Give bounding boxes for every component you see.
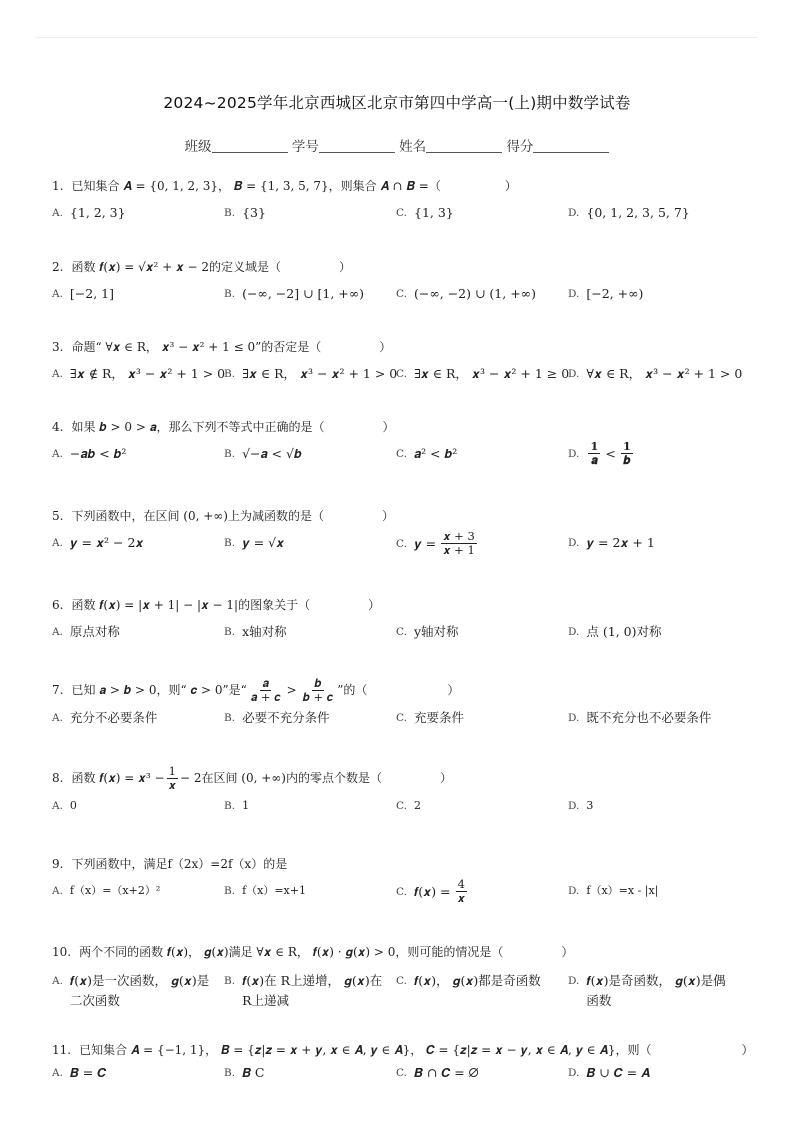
question-stem — [52, 943, 752, 961]
question-1 — [52, 177, 752, 225]
options-row — [52, 205, 752, 225]
option-c[interactable]: C. y轴对称 — [396, 624, 459, 639]
question-number: 3. — [52, 340, 64, 354]
option-b[interactable]: B. f（x）=x+1 — [224, 884, 306, 897]
question-stem: 8. 函数 𝒇(𝒙) = 𝒙³ − $\frac{1}{\text{𝒙}}$ − 2在区间 (0, +∞)内的零点个数是（ ） — [52, 763, 452, 792]
options-row — [52, 710, 752, 730]
question-number: 4. — [52, 420, 64, 434]
question-stem — [52, 338, 752, 356]
fraction: $\frac{\text{𝒃}}{\text{𝒃 + 𝒄}}$ — [302, 675, 334, 704]
option-a[interactable]: A. [−2, 1] — [52, 286, 115, 301]
option-d[interactable]: D. 𝒇(𝒙)是奇函数， 𝒈(𝒙)是偶函数 — [568, 973, 726, 1008]
question-text: 已知 𝒂 > 𝒃 > 0，则“ 𝒄 > 0”是“ — [71, 683, 247, 697]
name-blank[interactable] — [426, 139, 502, 153]
option-c[interactable]: C. ∃𝒙 ∈ R， 𝒙³ − 𝒙² + 1 ≥ 0 — [396, 366, 570, 381]
fraction: $\frac{4}{\text{𝒙}}$ — [457, 877, 465, 905]
question-8 — [52, 763, 752, 818]
question-11 — [52, 1041, 752, 1085]
question-stem — [52, 596, 752, 614]
option-b[interactable]: B. ∃𝒙 ∈ R， 𝒙³ − 𝒙² + 1 > 0 — [224, 366, 398, 381]
question-stem — [52, 855, 752, 873]
question-number: 9. — [52, 857, 64, 871]
student-id-label: 学号 — [291, 139, 319, 155]
question-text: 下列函数中，在区间 (0, +∞)上为减函数的是（ — [71, 509, 324, 523]
options-row — [52, 286, 752, 306]
answer-paren-close: ） — [381, 509, 394, 523]
question-text: 命题“ ∀𝒙 ∈ R， 𝒙³ − 𝒙² + 1 ≤ 0”的否定是（ — [71, 340, 322, 354]
fraction: $\frac{1}{\text{𝒙}}$ — [168, 763, 176, 792]
option-a[interactable]: A. 𝑩 = 𝑪 — [52, 1065, 107, 1080]
answer-paren-close: ） — [382, 420, 395, 434]
question-text: 已知集合 𝑨 = {0, 1, 2, 3}， 𝑩 = {1, 3, 5, 7}，则集合 𝑨 ∩ 𝑩 =（ — [71, 179, 441, 193]
option-c[interactable]: C. 𝒇(𝒙)， 𝒈(𝒙)都是奇函数 — [396, 973, 541, 988]
option-a[interactable]: A. 𝒚 = 𝒙² − 2𝒙 — [52, 535, 144, 550]
question-number: 6. — [52, 598, 64, 612]
fraction: $\frac{\text{𝒂}}{\text{𝒂 + 𝒄}}$ — [250, 675, 281, 704]
option-a[interactable]: A. 0 — [52, 799, 77, 812]
option-a[interactable]: A. 原点对称 — [52, 624, 120, 639]
options-row — [52, 624, 752, 644]
option-c[interactable]: C. {1, 3} — [396, 205, 454, 220]
option-a[interactable]: A. f（x）=（x+2）² — [52, 884, 161, 897]
option-d[interactable]: D. f（x）=x - |x| — [568, 884, 659, 897]
question-number: 2. — [52, 260, 64, 274]
question-4 — [52, 418, 752, 466]
class-blank[interactable] — [212, 139, 288, 153]
option-d[interactable]: D. 𝒚 = 2𝒙 + 1 — [568, 535, 655, 550]
student-info-line — [0, 135, 794, 155]
option-c[interactable]: C. 𝑩 ∩ 𝑪 = ∅ — [396, 1065, 479, 1080]
answer-paren-close: ） — [379, 340, 392, 354]
question-6 — [52, 596, 752, 644]
answer-paren-close: ） — [368, 598, 381, 612]
option-b[interactable]: B. √−𝒂 < √𝒃 — [224, 446, 302, 461]
option-a[interactable]: A. 充分不必要条件 — [52, 710, 158, 725]
option-b[interactable]: B. 𝒚 = √𝒙 — [224, 535, 285, 550]
question-7 — [52, 675, 752, 730]
fraction: $\frac{\text{𝒙 + 3}}{\text{𝒙 + 1}}$ — [443, 529, 475, 557]
answer-paren-close: ） — [561, 945, 574, 959]
answer-paren-close: ） — [339, 260, 352, 274]
options-row — [52, 877, 752, 905]
question-text: 已知集合 𝑨 = {−1, 1}， 𝑩 = {𝒛|𝒛 = 𝒙 + 𝒚, 𝒙 ∈ 𝑨, 𝒚 ∈ 𝑨}， 𝑪 = {𝒛|𝒛 = 𝒙 − 𝒚, 𝒙 ∈ 𝑨, 𝒚 ∈ 𝑨}，则（ — [79, 1043, 652, 1057]
option-d[interactable]: D. {0, 1, 2, 3, 5, 7} — [568, 205, 690, 220]
option-b[interactable]: B. 𝑩 C — [224, 1065, 265, 1080]
question-text: 函数 𝒇(𝒙) = |𝒙 + 1| − |𝒙 − 1|的图象关于（ — [71, 598, 311, 612]
score-label: 得分 — [506, 139, 534, 155]
option-b[interactable]: B. 必要不充分条件 — [224, 710, 330, 725]
question-text: 函数 𝒇(𝒙) = √𝒙² + 𝒙 − 2的定义域是（ — [71, 260, 282, 274]
options-row — [52, 1065, 752, 1085]
option-d[interactable]: D. 既不充分也不必要条件 — [568, 710, 712, 725]
options-row — [52, 529, 752, 557]
question-number: 7. — [52, 683, 64, 697]
option-b[interactable]: B. {3} — [224, 205, 266, 220]
fraction: $\frac{1}{\text{𝒃}}$ — [622, 439, 631, 467]
option-b[interactable]: B. (−∞, −2] ∪ [1, +∞) — [224, 286, 365, 301]
answer-paren-close: ） — [447, 683, 460, 697]
question-number: 10. — [52, 945, 72, 959]
question-number: 11. — [52, 1043, 72, 1057]
question-text: 如果 𝒃 > 0 > 𝒂，那么下列不等式中正确的是（ — [71, 420, 325, 434]
option-c[interactable]: C. (−∞, −2) ∪ (1, +∞) — [396, 286, 536, 301]
option-a[interactable]: A. −𝒂𝒃 < 𝒃² — [52, 446, 127, 461]
option-b[interactable]: B. 𝒇(𝒙)在 R上递增， 𝒈(𝒙)在 R上递减 — [224, 973, 383, 1008]
option-a[interactable]: A. 𝒇(𝒙)是一次函数， 𝒈(𝒙)是二次函数 — [52, 973, 210, 1008]
option-a[interactable]: A. {1, 2, 3} — [52, 205, 126, 220]
option-b[interactable]: B. x轴对称 — [224, 624, 287, 639]
option-a[interactable]: A. ∃𝒙 ∉ R， 𝒙³ − 𝒙² + 1 > 0 — [52, 366, 226, 381]
question-stem — [52, 1041, 752, 1059]
score-blank[interactable] — [533, 139, 609, 153]
answer-paren-close: ） — [439, 771, 452, 785]
question-stem — [52, 418, 752, 436]
option-c[interactable]: C. 𝒂² < 𝒃² — [396, 446, 458, 461]
question-stem — [52, 258, 752, 276]
question-stem — [52, 177, 752, 195]
question-text: 函数 𝒇(𝒙) = 𝒙³ − — [71, 771, 165, 785]
option-b[interactable]: B. 1 — [224, 799, 250, 812]
options-row — [52, 971, 752, 1011]
student-id-blank[interactable] — [319, 139, 395, 153]
fraction: $\frac{1}{\text{𝒂}}$ — [590, 439, 599, 467]
question-3 — [52, 338, 752, 386]
options-row — [52, 798, 752, 818]
option-c[interactable]: C. 充要条件 — [396, 710, 465, 725]
question-text: 两个不同的函数 𝒇(𝒙)， 𝒈(𝒙)满足 ∀𝒙 ∈ R， 𝒇(𝒙) · 𝒈(𝒙) > 0，则可能的情况是（ — [79, 945, 504, 959]
option-d[interactable]: D. 点 (1, 0)对称 — [568, 624, 662, 639]
option-d[interactable]: D. ∀𝒙 ∈ R， 𝒙³ − 𝒙² + 1 > 0 — [568, 366, 743, 381]
question-10 — [52, 943, 752, 1011]
class-label: 班级 — [184, 139, 212, 155]
option-d[interactable]: D. [−2, +∞) — [568, 286, 644, 301]
question-stem — [52, 507, 752, 525]
header-divider — [36, 37, 758, 38]
question-number: 5. — [52, 509, 64, 523]
option-c[interactable]: C. 𝒇(𝒙) = $\frac{4}{\text{𝒙}}$ — [396, 877, 465, 905]
question-5 — [52, 507, 752, 555]
question-stem: 7. 已知 𝒂 > 𝒃 > 0，则“ 𝒄 > 0”是“ $\frac{\text{𝒂}}{\text{𝒂 + 𝒄}}$ > $\frac{\text{𝒃}}{\text{𝒃 + 𝒄}}$ ”的（ ） — [52, 675, 460, 704]
page-title: 2024~2025学年北京西城区北京市第四中学高一(上)期中数学试卷 — [163, 94, 631, 112]
option-d[interactable]: D. 3 — [568, 799, 594, 812]
option-c[interactable]: C. 𝒚 = $\frac{\text{𝒙 + 3}}{\text{𝒙 + 1}}$ — [396, 529, 475, 557]
options-row — [52, 366, 752, 386]
option-c[interactable]: C. 2 — [396, 799, 421, 812]
question-number: 1. — [52, 179, 64, 193]
name-label: 姓名 — [399, 139, 427, 155]
option-d[interactable]: D. $\frac{1}{\text{𝒂}}$ < $\frac{1}{\text{𝒃}}$ — [568, 439, 631, 467]
question-2 — [52, 258, 752, 306]
answer-paren-close: ） — [741, 1043, 754, 1057]
question-text: 下列函数中，满足f（2x）=2f（x）的是 — [71, 857, 288, 871]
options-row — [52, 439, 752, 467]
option-d[interactable]: D. 𝑩 ∪ 𝑪 = 𝑨 — [568, 1065, 650, 1080]
question-9 — [52, 855, 752, 903]
question-number: 8. — [52, 771, 64, 785]
answer-paren-close: ） — [504, 179, 517, 193]
